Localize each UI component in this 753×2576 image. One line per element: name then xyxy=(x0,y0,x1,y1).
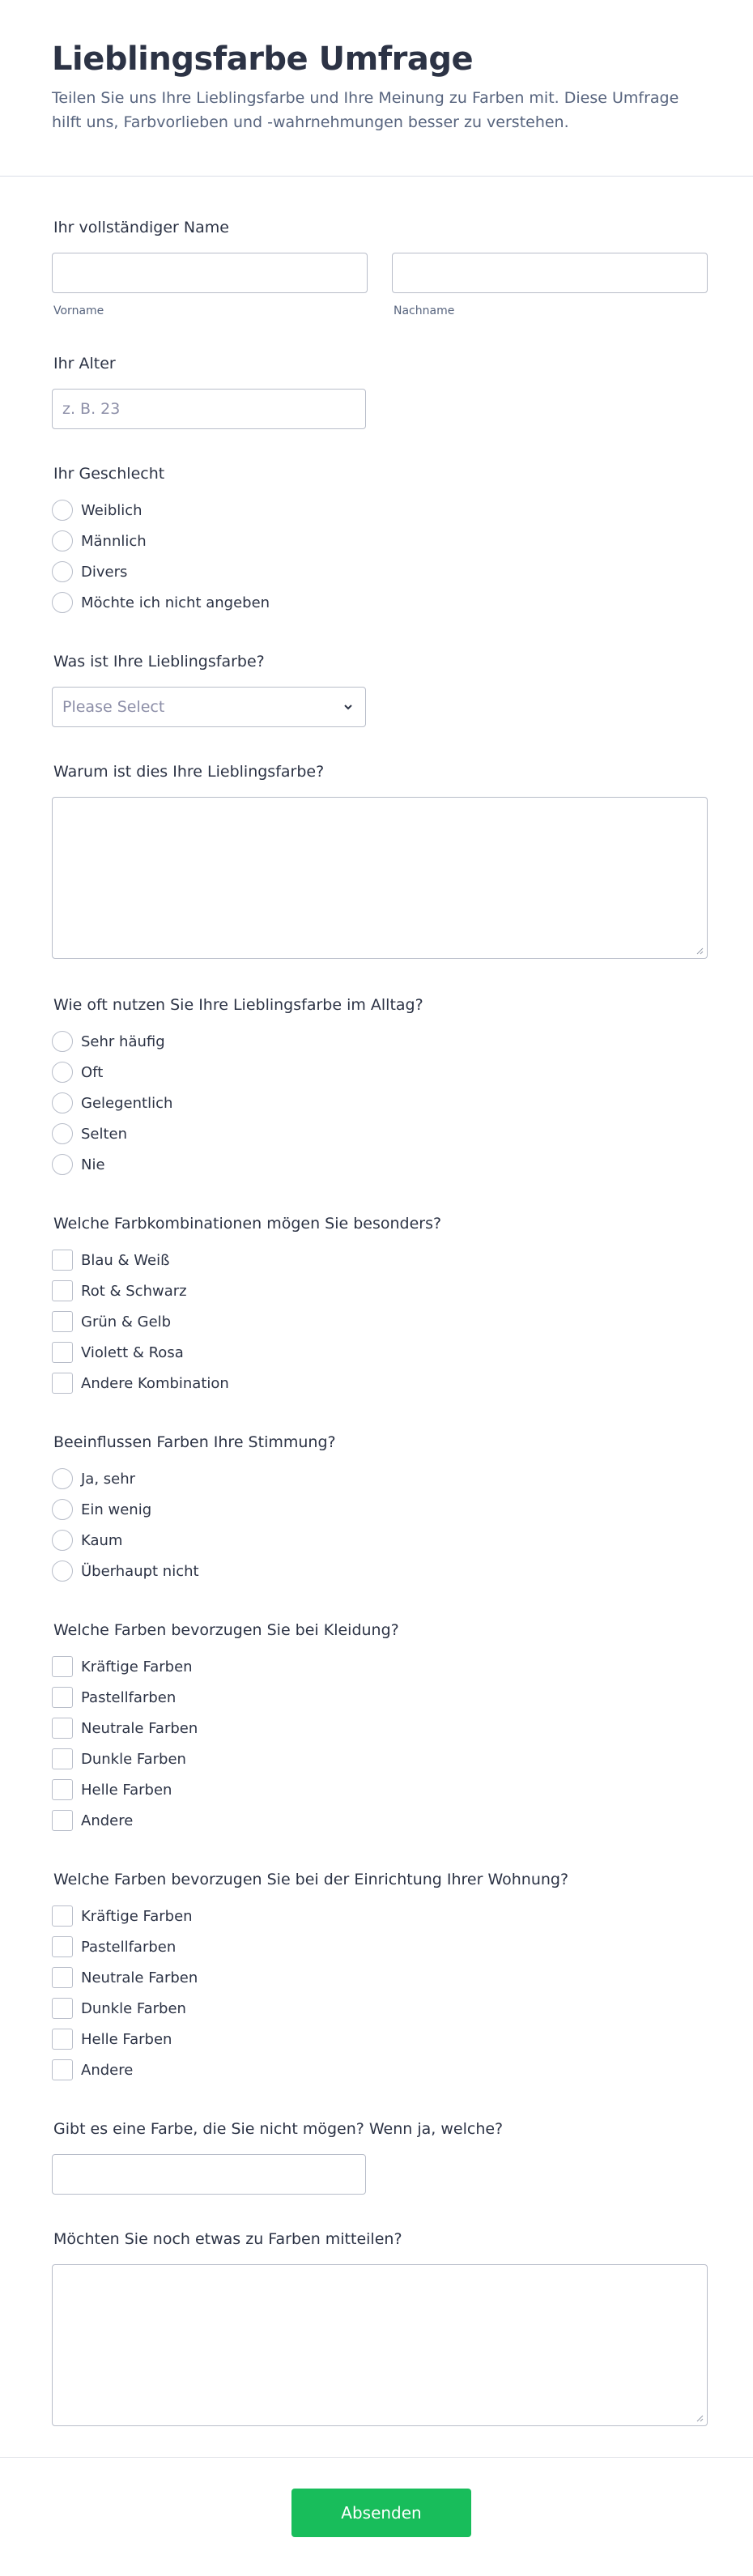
radio-button[interactable] xyxy=(52,592,73,613)
why-label: Warum ist dies Ihre Lieblingsfarbe? xyxy=(53,763,325,781)
checkbox[interactable] xyxy=(52,1656,73,1677)
other-label: Möchten Sie noch etwas zu Farben mitteilen? xyxy=(53,2230,402,2248)
name-label: Ihr vollständiger Name xyxy=(53,219,229,236)
why-textarea[interactable] xyxy=(52,797,708,959)
frequency-option[interactable]: Sehr häufig xyxy=(52,1030,165,1053)
footer-divider xyxy=(0,2457,753,2458)
age-input[interactable]: z. B. 23 xyxy=(52,389,366,429)
frequency-option[interactable]: Gelegentlich xyxy=(52,1092,172,1114)
gender-option[interactable]: Divers xyxy=(52,560,127,583)
mood-option[interactable]: Überhaupt nicht xyxy=(52,1560,199,1582)
frequency-option[interactable]: Oft xyxy=(52,1061,103,1084)
frequency-label: Wie oft nutzen Sie Ihre Lieblingsfarbe im Alltag? xyxy=(53,996,423,1014)
radio-button[interactable] xyxy=(52,1123,73,1144)
other-textarea[interactable] xyxy=(52,2264,708,2426)
resize-handle-icon[interactable] xyxy=(696,947,704,955)
clothing-option[interactable]: Pastellfarben xyxy=(52,1686,176,1709)
mood-label: Beeinflussen Farben Ihre Stimmung? xyxy=(53,1433,336,1451)
checkbox[interactable] xyxy=(52,2029,73,2050)
form-header xyxy=(0,0,753,177)
checkbox[interactable] xyxy=(52,1905,73,1927)
last-name-input[interactable] xyxy=(392,253,708,293)
checkbox[interactable] xyxy=(52,1779,73,1800)
interior-label: Welche Farben bevorzugen Sie bei der Einrichtung Ihrer Wohnung? xyxy=(53,1871,569,1888)
submit-button[interactable]: Absenden xyxy=(291,2489,471,2537)
combinations-label: Welche Farbkombinationen mögen Sie besonders? xyxy=(53,1215,442,1233)
radio-button[interactable] xyxy=(52,1468,73,1489)
combination-option[interactable]: Violett & Rosa xyxy=(52,1341,184,1364)
interior-option[interactable]: Helle Farben xyxy=(52,2028,172,2050)
gender-option[interactable]: Weiblich xyxy=(52,499,143,522)
mood-option[interactable]: Kaum xyxy=(52,1529,122,1552)
page-title: Lieblingsfarbe Umfrage xyxy=(52,40,474,78)
checkbox[interactable] xyxy=(52,1342,73,1363)
dislike-label: Gibt es eine Farbe, die Sie nicht mögen? Wenn ja, welche? xyxy=(53,2120,504,2138)
dislike-input[interactable] xyxy=(52,2154,366,2195)
first-name-input[interactable] xyxy=(52,253,368,293)
radio-button[interactable] xyxy=(52,500,73,521)
radio-button[interactable] xyxy=(52,561,73,582)
page-description: Teilen Sie uns Ihre Lieblingsfarbe und Ihre Meinung zu Farben mit. Diese Umfrage hilft uns, Farbvorlieben und -wahrnehmungen besser zu verstehen. xyxy=(52,89,679,131)
favorite-color-label: Was ist Ihre Lieblingsfarbe? xyxy=(53,653,265,671)
combination-option[interactable]: Blau & Weiß xyxy=(52,1249,169,1271)
radio-button[interactable] xyxy=(52,1062,73,1083)
checkbox[interactable] xyxy=(52,1311,73,1332)
radio-button[interactable] xyxy=(52,1092,73,1113)
checkbox[interactable] xyxy=(52,1373,73,1394)
radio-button[interactable] xyxy=(52,530,73,551)
radio-button[interactable] xyxy=(52,1561,73,1582)
first-name-sublabel: Vorname xyxy=(53,304,104,317)
combination-option[interactable]: Andere Kombination xyxy=(52,1372,229,1394)
mood-option[interactable]: Ja, sehr xyxy=(52,1467,135,1490)
interior-option[interactable]: Andere xyxy=(52,2059,133,2081)
combination-option[interactable]: Rot & Schwarz xyxy=(52,1279,187,1302)
radio-button[interactable] xyxy=(52,1530,73,1551)
checkbox[interactable] xyxy=(52,1998,73,2019)
chevron-down-icon xyxy=(342,701,354,713)
interior-option[interactable]: Dunkle Farben xyxy=(52,1997,186,2020)
checkbox[interactable] xyxy=(52,1280,73,1301)
combination-option[interactable]: Grün & Gelb xyxy=(52,1310,171,1333)
radio-button[interactable] xyxy=(52,1031,73,1052)
frequency-option[interactable]: Selten xyxy=(52,1122,127,1145)
checkbox[interactable] xyxy=(52,1810,73,1831)
last-name-sublabel: Nachname xyxy=(394,304,455,317)
interior-option[interactable]: Neutrale Farben xyxy=(52,1966,198,1989)
mood-option[interactable]: Ein wenig xyxy=(52,1498,151,1521)
checkbox[interactable] xyxy=(52,2059,73,2080)
clothing-option[interactable]: Neutrale Farben xyxy=(52,1717,198,1739)
checkbox[interactable] xyxy=(52,1718,73,1739)
interior-option[interactable]: Kräftige Farben xyxy=(52,1905,193,1927)
clothing-option[interactable]: Helle Farben xyxy=(52,1778,172,1801)
select-placeholder: Please Select xyxy=(62,698,165,716)
age-label: Ihr Alter xyxy=(53,355,116,373)
checkbox[interactable] xyxy=(52,1250,73,1271)
checkbox[interactable] xyxy=(52,1687,73,1708)
checkbox[interactable] xyxy=(52,1967,73,1988)
frequency-option[interactable]: Nie xyxy=(52,1153,105,1176)
gender-label: Ihr Geschlecht xyxy=(53,465,165,483)
radio-button[interactable] xyxy=(52,1499,73,1520)
clothing-option[interactable]: Dunkle Farben xyxy=(52,1748,186,1770)
clothing-option[interactable]: Kräftige Farben xyxy=(52,1655,193,1678)
resize-handle-icon[interactable] xyxy=(696,2414,704,2422)
checkbox[interactable] xyxy=(52,1748,73,1769)
interior-option[interactable]: Pastellfarben xyxy=(52,1935,176,1958)
gender-option[interactable]: Möchte ich nicht angeben xyxy=(52,591,270,614)
favorite-color-select[interactable] xyxy=(52,687,366,727)
clothing-label: Welche Farben bevorzugen Sie bei Kleidung? xyxy=(53,1621,399,1639)
radio-button[interactable] xyxy=(52,1154,73,1175)
clothing-option[interactable]: Andere xyxy=(52,1809,133,1832)
checkbox[interactable] xyxy=(52,1936,73,1957)
gender-option[interactable]: Männlich xyxy=(52,530,147,552)
